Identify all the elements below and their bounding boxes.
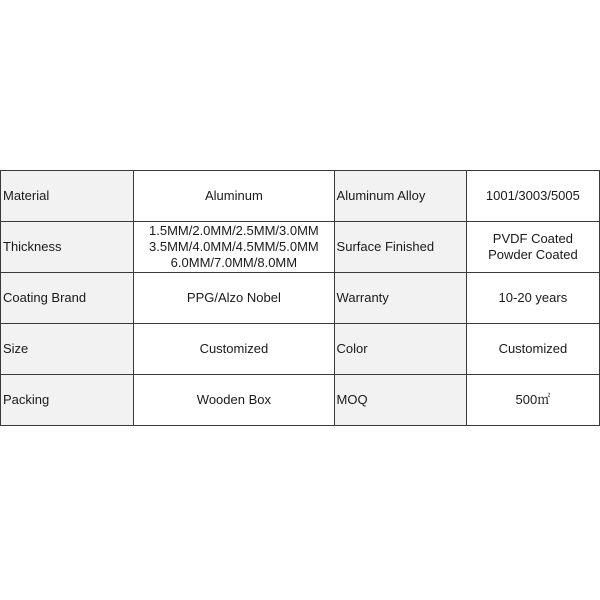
spec-value xyxy=(466,273,599,324)
spec-label: Thickness xyxy=(1,222,134,273)
spec-label: Packing xyxy=(1,375,134,426)
spec-value-line: 10-20 years xyxy=(498,290,568,305)
spec-label: Aluminum Alloy xyxy=(334,171,466,222)
table-row xyxy=(1,273,600,324)
spec-label: Surface Finished xyxy=(334,222,466,273)
spec-value-line: Customized xyxy=(498,341,568,356)
spec-value-line: 3.5MM/4.0MM/4.5MM/5.0MM xyxy=(149,239,319,254)
spec-value xyxy=(134,222,334,273)
spec-table xyxy=(0,170,600,426)
spec-value xyxy=(466,171,599,222)
spec-value-line: 1001/3003/5005 xyxy=(485,188,580,203)
spec-value-line: Aluminum xyxy=(204,188,263,203)
spec-label: Color xyxy=(334,324,466,375)
spec-value xyxy=(134,375,334,426)
spec-value-line: 6.0MM/7.0MM/8.0MM xyxy=(170,255,298,270)
spec-value-line: Wooden Box xyxy=(196,392,271,407)
table-row xyxy=(1,375,600,426)
spec-value xyxy=(466,222,599,273)
spec-label: MOQ xyxy=(334,375,466,426)
spec-value xyxy=(466,324,599,375)
spec-value-line: Customized xyxy=(199,341,269,356)
spec-value xyxy=(134,171,334,222)
spec-label: Material xyxy=(1,171,134,222)
spec-label: Warranty xyxy=(334,273,466,324)
spec-label: Coating Brand xyxy=(1,273,134,324)
spec-value-line: 1.5MM/2.0MM/2.5MM/3.0MM xyxy=(149,223,319,238)
spec-value xyxy=(466,375,599,426)
spec-value xyxy=(134,324,334,375)
spec-label: Size xyxy=(1,324,134,375)
table-row xyxy=(1,324,600,375)
spec-value-line: PVDF Coated xyxy=(492,231,573,246)
spec-value-line: 500㎡ xyxy=(515,392,551,407)
spec-value xyxy=(134,273,334,324)
spec-value-line: PPG/Alzo Nobel xyxy=(186,290,281,305)
table-row xyxy=(1,222,600,273)
table-row xyxy=(1,171,600,222)
spec-value-line: Powder Coated xyxy=(488,247,578,262)
